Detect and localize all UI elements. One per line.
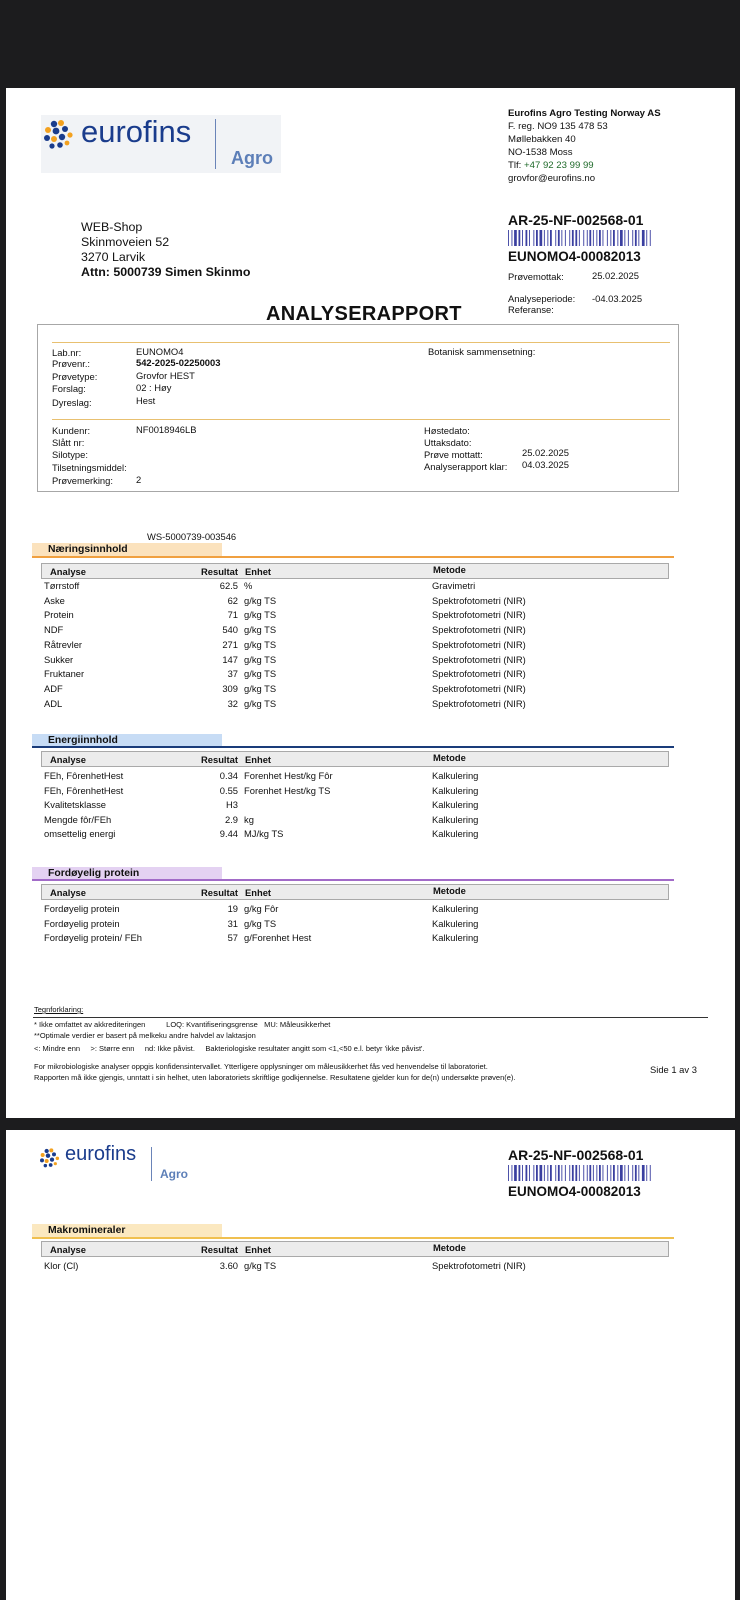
cell-metode: Spektrofotometri (NIR) bbox=[432, 682, 526, 694]
labnr-value: EUNOMO4 bbox=[136, 346, 184, 357]
header-resultat: Resultat bbox=[201, 1244, 238, 1255]
cell-resultat: 147 bbox=[222, 653, 238, 665]
kundenr-label: Kundenr: bbox=[52, 425, 91, 436]
cell-enhet: g/kg TS bbox=[244, 653, 277, 665]
company-postal: NO-1538 Moss bbox=[508, 147, 573, 158]
forslag-value: 02 : Høy bbox=[136, 382, 172, 393]
provenr-label: Prøvenr.: bbox=[52, 358, 91, 369]
recipient-attn: Attn: 5000739 Simen Skinmo bbox=[81, 265, 251, 279]
table-row bbox=[6, 698, 706, 712]
cell-analyse: Fruktaner bbox=[44, 668, 85, 680]
legend-line-1: * Ikke omfattet av akkrediteringen LOQ: Kvantifiseringsgrense MU: Måleusikkerhet bbox=[34, 1020, 331, 1029]
table-row bbox=[6, 903, 706, 917]
page-number: Side 1 av 3 bbox=[650, 1064, 697, 1075]
cell-analyse: Protein bbox=[44, 609, 74, 621]
cell-enhet: g/kg TS bbox=[244, 917, 277, 929]
cell-enhet: g/kg TS bbox=[244, 609, 277, 621]
header-metode: Metode bbox=[433, 564, 466, 575]
cell-resultat: 3.60 bbox=[219, 1260, 238, 1271]
phone-link[interactable]: +47 92 23 99 99 bbox=[524, 160, 594, 171]
cell-analyse: ADF bbox=[44, 682, 63, 694]
table-row bbox=[6, 1260, 706, 1274]
header-analyse: Analyse bbox=[50, 754, 86, 765]
legend-line-2: **Optimale verdier er basert på melkeku andre halvdel av laktasjon bbox=[34, 1031, 256, 1040]
klar-value: 04.03.2025 bbox=[522, 459, 569, 470]
info-divider-top bbox=[52, 342, 670, 343]
provenr-value: 542-2025-02250003 bbox=[136, 357, 221, 368]
section-energiinnhold bbox=[6, 734, 735, 844]
section-tab bbox=[32, 1224, 222, 1238]
cell-analyse: FEh, FôrenhetHest bbox=[44, 770, 124, 781]
cell-metode: Kalkulering bbox=[432, 799, 479, 811]
cell-metode: Spektrofotometri (NIR) bbox=[432, 697, 526, 709]
cell-resultat: 0.34 bbox=[219, 770, 238, 781]
cell-metode: Kalkulering bbox=[432, 770, 479, 781]
cell-analyse: Sukker bbox=[44, 653, 74, 665]
cell-enhet: g/kg TS bbox=[244, 682, 277, 694]
cell-metode: Spektrofotometri (NIR) bbox=[432, 668, 526, 680]
eurofins-agro-logo-small bbox=[38, 1145, 198, 1195]
cell-enhet: g/kg TS bbox=[244, 624, 277, 636]
cell-resultat: 2.9 bbox=[224, 813, 238, 825]
legend-rule bbox=[33, 1017, 708, 1018]
logo-agro-text: Agro bbox=[160, 1167, 188, 1181]
company-name: Eurofins Agro Testing Norway AS bbox=[508, 108, 661, 119]
cell-metode: Kalkulering bbox=[432, 903, 479, 914]
recipient-address bbox=[81, 220, 250, 280]
cell-analyse: FEh, FôrenhetHest bbox=[44, 784, 124, 796]
recipient-city: 3270 Larvik bbox=[81, 250, 146, 264]
section-title: Næringsinnhold bbox=[48, 544, 128, 555]
cell-analyse: Klor (Cl) bbox=[44, 1260, 79, 1271]
cell-enhet: g/kg TS bbox=[244, 638, 277, 650]
sample-info-box bbox=[37, 324, 679, 492]
report-number: AR-25-NF-002568-01 bbox=[508, 1147, 644, 1163]
period-value: -04.03.2025 bbox=[592, 293, 643, 304]
recipient-name: WEB-Shop bbox=[81, 220, 143, 234]
header-metode: Metode bbox=[433, 1242, 466, 1253]
cell-enhet: g/kg TS bbox=[244, 668, 277, 680]
legend-line-3: <: Mindre enn >: Større enn nd: Ikke påvist. Bakteriologiske resultater angitt som <1,<50 e.l. betyr 'ikke påvist'. bbox=[34, 1044, 425, 1053]
cell-resultat: 71 bbox=[227, 609, 238, 621]
period-label: Analyseperiode: bbox=[508, 293, 576, 304]
cell-enhet: Forenhet Hest/kg TS bbox=[244, 784, 331, 796]
sample-code: EUNOMO4-00082013 bbox=[508, 249, 641, 264]
cell-resultat: 57 bbox=[227, 932, 238, 944]
cell-resultat: 37 bbox=[227, 668, 238, 680]
sample-code: EUNOMO4-00082013 bbox=[508, 1184, 641, 1199]
report-title: ANALYSERAPPORT bbox=[266, 303, 462, 325]
cell-metode: Spektrofotometri (NIR) bbox=[432, 1260, 526, 1271]
hoste-label: Høstedato: bbox=[424, 425, 470, 436]
dyreslag-label: Dyreslag: bbox=[52, 397, 92, 408]
cell-metode: Spektrofotometri (NIR) bbox=[432, 609, 526, 621]
cell-metode: Spektrofotometri (NIR) bbox=[432, 624, 526, 636]
company-contact-block bbox=[508, 107, 661, 185]
section-fordoyelig-protein bbox=[6, 867, 735, 952]
barcode-icon bbox=[508, 230, 651, 246]
cell-metode: Spektrofotometri (NIR) bbox=[432, 638, 526, 650]
table-row bbox=[6, 639, 706, 653]
cell-enhet: g/kg TS bbox=[244, 594, 277, 606]
header-resultat: Resultat bbox=[201, 887, 238, 898]
header-analyse: Analyse bbox=[50, 566, 86, 577]
botanisk-label: Botanisk sammensetning: bbox=[428, 346, 536, 357]
table-row bbox=[6, 799, 706, 813]
section-title: Fordøyelig protein bbox=[48, 868, 140, 879]
cell-metode: Kalkulering bbox=[432, 828, 479, 840]
cell-enhet: g/kg Fôr bbox=[244, 903, 279, 914]
mottatt-label: Prøve mottatt: bbox=[424, 449, 483, 460]
forslag-label: Forslag: bbox=[52, 383, 86, 394]
header-enhet: Enhet bbox=[245, 887, 272, 898]
header-enhet: Enhet bbox=[245, 566, 272, 577]
cell-enhet: kg bbox=[244, 813, 254, 825]
header-resultat: Resultat bbox=[201, 566, 238, 577]
logo-agro-text: Agro bbox=[231, 148, 273, 168]
section-title: Makromineraler bbox=[48, 1225, 126, 1236]
table-row bbox=[6, 609, 706, 623]
cell-metode: Gravimetri bbox=[432, 580, 476, 591]
legend-line-5: Rapporten må ikke gjengis, unntatt i sin helhet, uten laboratoriets skriftlige godkjennelse. Resultatene gjelder kun for de(n) undersøkte prøven(e). bbox=[34, 1073, 516, 1082]
cell-metode: Spektrofotometri (NIR) bbox=[432, 653, 526, 665]
cell-resultat: 19 bbox=[227, 903, 238, 914]
table-row bbox=[6, 654, 706, 668]
uttak-label: Uttaksdato: bbox=[424, 437, 472, 448]
table-row bbox=[6, 814, 706, 828]
cell-analyse: omsettelig energi bbox=[44, 828, 116, 840]
cell-metode: Kalkulering bbox=[432, 917, 479, 929]
report-number: AR-25-NF-002568-01 bbox=[508, 212, 644, 228]
logo-divider bbox=[151, 1147, 152, 1181]
eurofins-agro-logo bbox=[41, 115, 281, 173]
section-tab bbox=[32, 543, 222, 557]
company-street: Møllebakken 40 bbox=[508, 134, 576, 145]
cell-analyse: Kvalitetsklasse bbox=[44, 799, 107, 811]
received-value: 25.02.2025 bbox=[592, 270, 639, 281]
table-row bbox=[6, 918, 706, 932]
table-row bbox=[6, 595, 706, 609]
dyreslag-value: Hest bbox=[136, 395, 156, 406]
cell-analyse: Aske bbox=[44, 594, 65, 606]
table-header bbox=[41, 1241, 669, 1257]
eurofins-dots-icon bbox=[41, 118, 77, 154]
table-header bbox=[41, 751, 669, 767]
cell-resultat: 9.44 bbox=[219, 828, 238, 840]
section-rule bbox=[32, 746, 674, 748]
section-rule bbox=[32, 879, 674, 881]
cell-resultat: 31 bbox=[227, 917, 238, 929]
table-row bbox=[6, 683, 706, 697]
header-metode: Metode bbox=[433, 752, 466, 763]
cell-analyse: Mengde fôr/FEh bbox=[44, 813, 112, 825]
provemerking-label: Prøvemerking: bbox=[52, 475, 113, 486]
section-makromineraler bbox=[6, 1224, 735, 1284]
header-enhet: Enhet bbox=[245, 1244, 272, 1255]
provetype-label: Prøvetype: bbox=[52, 371, 98, 382]
report-page-1 bbox=[6, 88, 735, 1118]
legend-line-4: For mikrobiologiske analyser oppgis konfidensintervallet. Ytterligere opplysninger om måleusikkerhet fås ved henvendelse til laboratoriet. bbox=[34, 1062, 488, 1071]
cell-resultat: H3 bbox=[226, 799, 238, 811]
cell-enhet: g/kg TS bbox=[244, 697, 277, 709]
section-rule bbox=[32, 1237, 674, 1239]
section-naeringsinnhold bbox=[6, 543, 735, 718]
tilsetning-label: Tilsetningsmiddel: bbox=[52, 462, 127, 473]
cell-resultat: 62.5 bbox=[219, 580, 238, 591]
header-analyse: Analyse bbox=[50, 887, 86, 898]
logo-divider bbox=[215, 119, 216, 169]
provetype-value: Grovfor HEST bbox=[136, 370, 195, 381]
table-row bbox=[6, 580, 706, 594]
received-label: Prøvemottak: bbox=[508, 271, 564, 282]
section-rule bbox=[32, 556, 674, 558]
cell-enhet: g/Forenhet Hest bbox=[244, 932, 312, 944]
silotype-label: Silotype: bbox=[52, 449, 88, 460]
cell-metode: Kalkulering bbox=[432, 813, 479, 825]
klar-label: Analyserapport klar: bbox=[424, 461, 508, 472]
cell-analyse: Fordøyelig protein bbox=[44, 903, 120, 914]
table-row bbox=[6, 828, 706, 842]
company-phone: Tlf: +47 92 23 99 99 bbox=[508, 160, 594, 171]
report-page-2 bbox=[6, 1130, 735, 1600]
cell-analyse: Tørrstoff bbox=[44, 580, 80, 591]
cell-resultat: 309 bbox=[222, 682, 238, 694]
reference-label: Referanse: bbox=[508, 304, 554, 315]
table-row bbox=[6, 624, 706, 638]
table-header bbox=[41, 563, 669, 579]
mottatt-value: 25.02.2025 bbox=[522, 447, 569, 458]
cell-analyse: Fordøyelig protein/ FEh bbox=[44, 932, 142, 944]
header-analyse: Analyse bbox=[50, 1244, 86, 1255]
cell-analyse: ADL bbox=[44, 697, 63, 709]
cell-enhet: MJ/kg TS bbox=[244, 828, 284, 840]
cell-metode: Kalkulering bbox=[432, 932, 479, 944]
cell-metode: Kalkulering bbox=[432, 784, 479, 796]
header-resultat: Resultat bbox=[201, 754, 238, 765]
table-row bbox=[6, 770, 706, 784]
cell-enhet: g/kg TS bbox=[244, 1260, 277, 1271]
header-metode: Metode bbox=[433, 885, 466, 896]
cell-analyse: Råtrevler bbox=[44, 638, 83, 650]
cell-resultat: 540 bbox=[222, 624, 238, 636]
cell-resultat: 0.55 bbox=[219, 784, 238, 796]
cell-metode: Spektrofotometri (NIR) bbox=[432, 594, 526, 606]
table-row bbox=[6, 668, 706, 682]
table-header bbox=[41, 884, 669, 900]
labnr-label: Lab.nr: bbox=[52, 347, 82, 358]
info-divider-mid bbox=[52, 419, 670, 420]
logo-wordmark: eurofins bbox=[81, 114, 192, 149]
table-row bbox=[6, 785, 706, 799]
logo-wordmark: eurofins bbox=[65, 1143, 137, 1165]
cell-enhet: % bbox=[244, 580, 253, 591]
kundenr-value: NF0018946LB bbox=[136, 424, 197, 435]
cell-resultat: 32 bbox=[227, 697, 238, 709]
cell-resultat: 62 bbox=[227, 594, 238, 606]
legend-title: Tegnforklaring: bbox=[34, 1005, 84, 1014]
company-reg: F. reg. NO9 135 478 53 bbox=[508, 121, 608, 132]
section-title: Energiinnhold bbox=[48, 735, 118, 746]
cell-enhet: Forenhet Hest/kg Fôr bbox=[244, 770, 333, 781]
barcode-icon bbox=[508, 1165, 651, 1181]
ws-number: WS-5000739-003546 bbox=[147, 531, 237, 542]
cell-resultat: 271 bbox=[222, 638, 238, 650]
header-enhet: Enhet bbox=[245, 754, 272, 765]
cell-analyse: NDF bbox=[44, 624, 64, 636]
company-email[interactable]: grovfor@eurofins.no bbox=[508, 173, 596, 184]
recipient-street: Skinmoveien 52 bbox=[81, 235, 170, 249]
table-row bbox=[6, 932, 706, 946]
eurofins-dots-icon bbox=[38, 1147, 62, 1171]
slatt-label: Slått nr: bbox=[52, 437, 85, 448]
provemerking-value: 2 bbox=[136, 474, 142, 485]
cell-analyse: Fordøyelig protein bbox=[44, 917, 120, 929]
